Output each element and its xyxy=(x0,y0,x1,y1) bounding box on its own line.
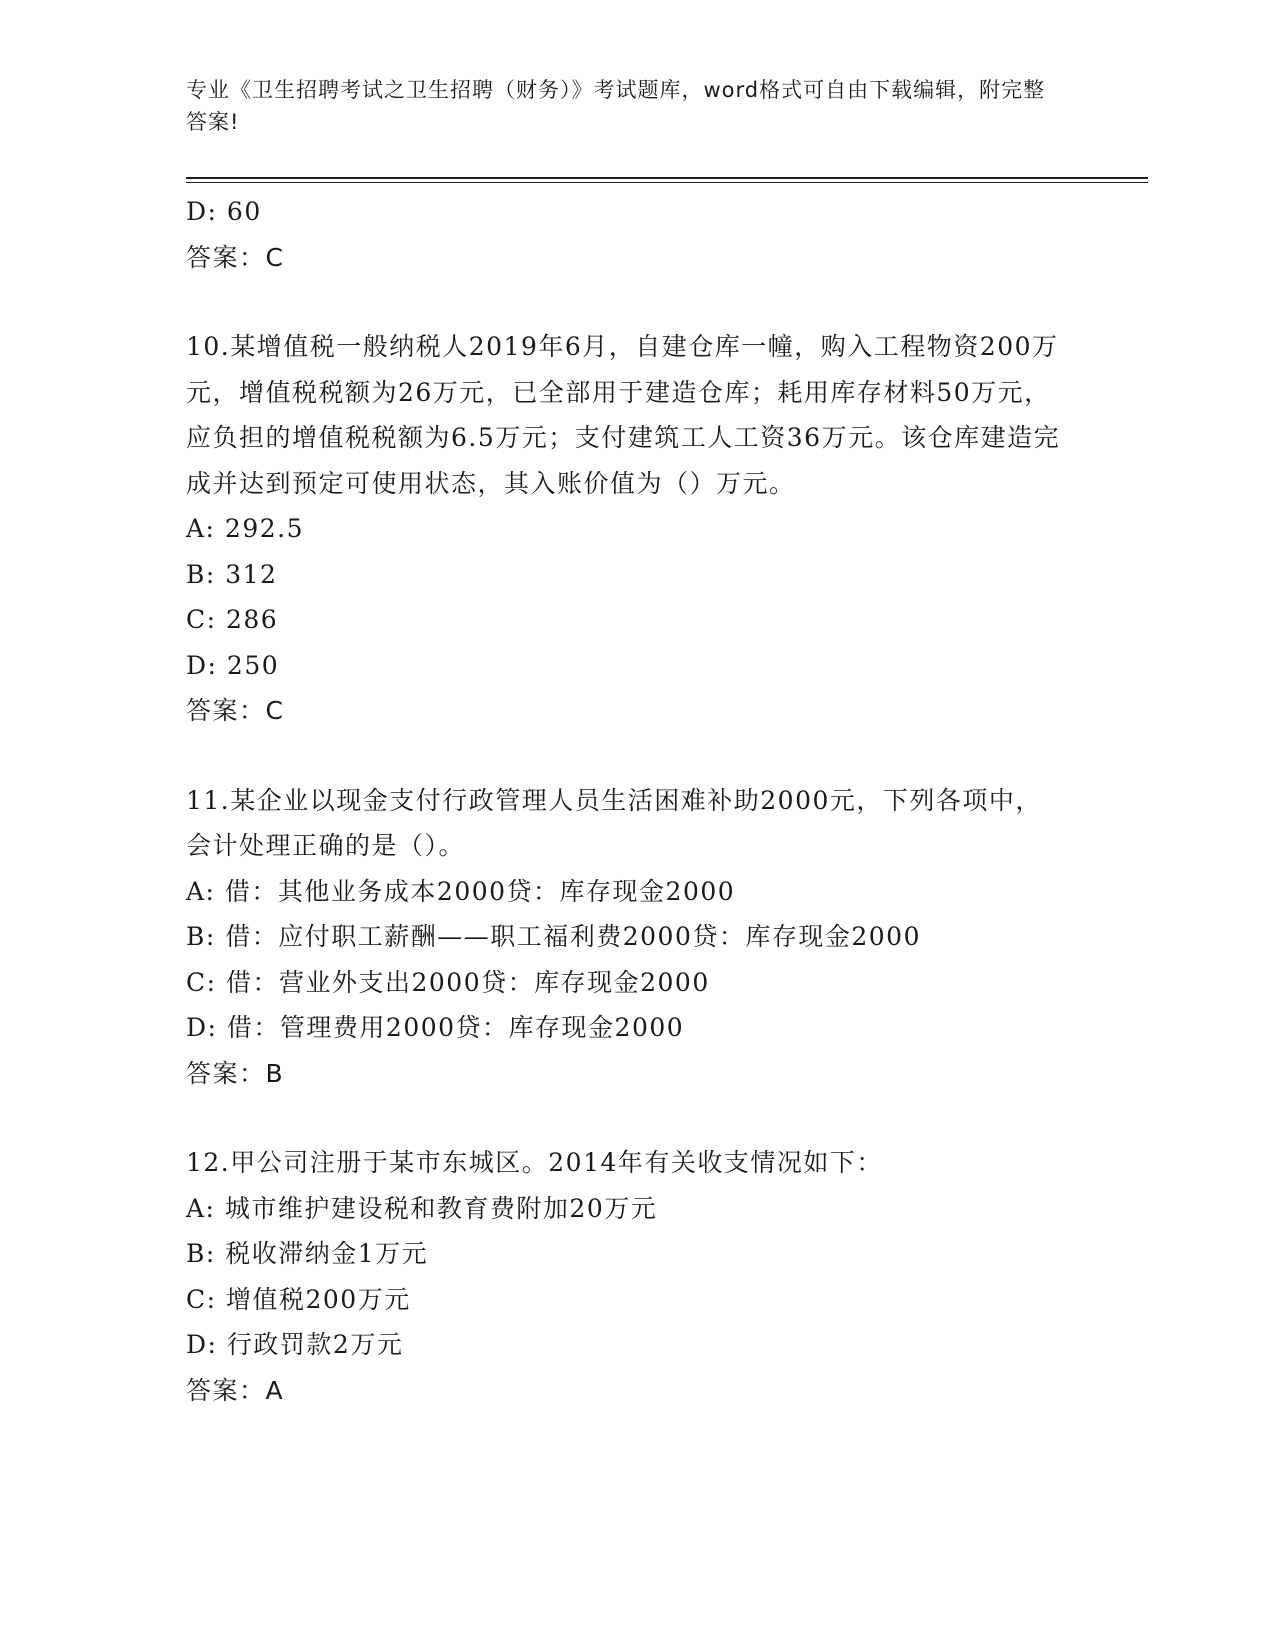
question-stem: 11.某企业以现金支付行政管理人员生活困难补助2000元，下列各项中，会计处理正确的是（）。 xyxy=(186,785,1042,860)
option-d: D: 250 xyxy=(186,650,280,680)
answer-label: 答案：A xyxy=(186,1375,285,1405)
option-c: C: 286 xyxy=(186,605,279,634)
option-b: B: 税收滞纳金1万元 xyxy=(186,1239,429,1268)
question-10 xyxy=(186,324,1066,734)
spacer xyxy=(186,734,1066,778)
option-c: C: 借：营业外支出2000贷：库存现金2000 xyxy=(186,967,710,997)
option-d: D: 60 xyxy=(186,197,262,226)
option-a: A: 借：其他业务成本2000贷：库存现金2000 xyxy=(186,876,736,906)
answer-label: 答案：C xyxy=(186,242,285,272)
question-content xyxy=(186,189,1066,1413)
previous-question-tail xyxy=(186,189,1066,280)
spacer xyxy=(186,1096,1066,1140)
answer-label: 答案：C xyxy=(186,696,285,725)
spacer xyxy=(186,280,1066,324)
option-c: C: 增值税200万元 xyxy=(186,1284,411,1314)
question-11 xyxy=(186,778,1066,1097)
question-stem: 10.某增值税一般纳税人2019年6月，自建仓库一幢，购入工程物资200万元，增值税税额为26万元，已全部用于建造仓库；耗用库存材料50万元，应负担的增值税税额为6.5万元；支付建筑工人工资36万元。该仓库建造完成并达到预定可使用状态，其入账价值为（）万元。 xyxy=(186,332,1061,498)
option-d: D: 行政罚款2万元 xyxy=(186,1330,404,1359)
option-b: B: 借：应付职工薪酬——职工福利费2000贷：库存现金2000 xyxy=(186,922,921,951)
header-divider-thin xyxy=(186,182,1148,183)
answer-label: 答案：B xyxy=(186,1058,285,1088)
question-12 xyxy=(186,1140,1066,1413)
question-stem: 12.甲公司注册于某市东城区。2014年有关收支情况如下： xyxy=(186,1148,883,1177)
option-a: A: 城市维护建设税和教育费附加20万元 xyxy=(186,1193,658,1223)
page-header: 专业《卫生招聘考试之卫生招聘（财务）》考试题库，word格式可自由下载编辑，附完整答案! xyxy=(186,78,1046,134)
header-divider-thick xyxy=(186,177,1148,179)
option-d: D: 借：管理费用2000贷：库存现金2000 xyxy=(186,1013,685,1042)
option-b: B: 312 xyxy=(186,559,278,589)
option-a: A: 292.5 xyxy=(186,514,304,543)
